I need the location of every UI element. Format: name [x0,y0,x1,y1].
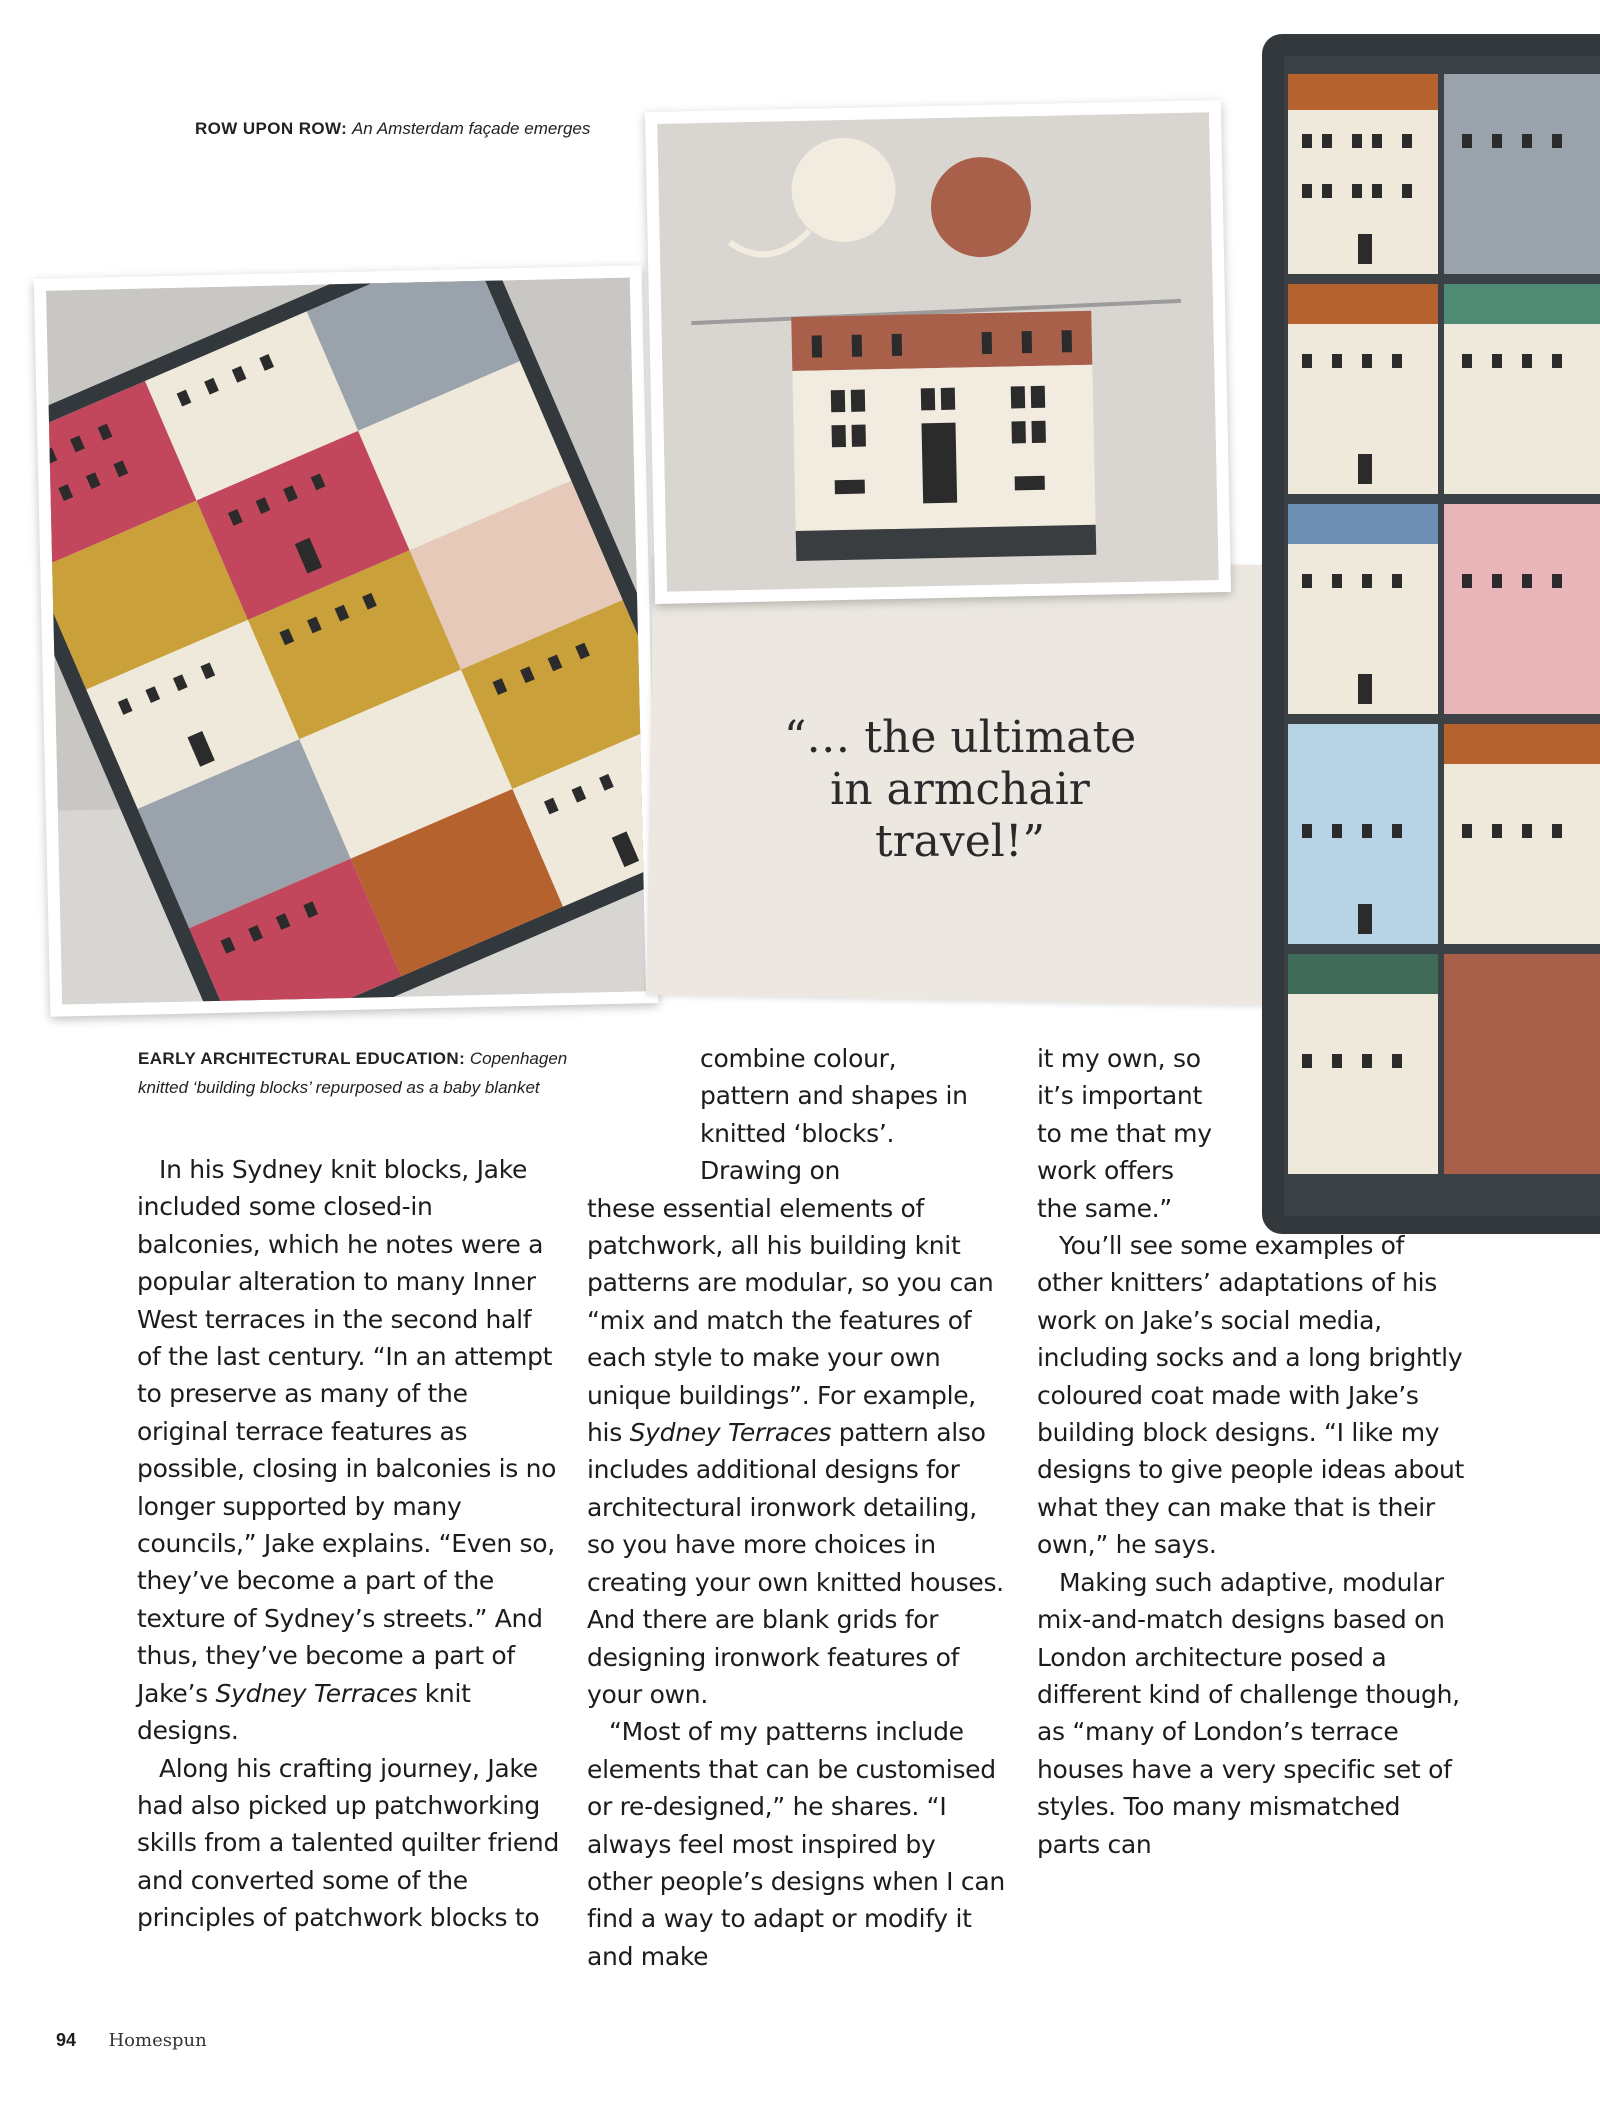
article-column-2 [587,1040,1007,1975]
col1-italic-title: Sydney Terraces [215,1678,418,1708]
caption-bottom-text-2: knitted ‘building blocks’ repurposed as a baby blanket [138,1078,540,1097]
pull-quote-line-1: “… the ultimate [783,712,1137,763]
knitting-photo-image [657,112,1219,591]
col3-paragraph-3: Making such adaptive, modular mix-and-match designs based on London architecture posed a different kind of challenge though, as “many of London’s terrace houses have a very specific set of styles. Too many mismatched parts can [1037,1567,1460,1859]
col3-paragraph-2: You’ll see some examples of other knitters’ adaptations of his work on Jake’s social media, including socks and a long brightly coloured coat made with Jake’s building block designs. “I like my designs to give people ideas about what they can make that is their own,” he says. [1037,1231,1464,1560]
col1-paragraph-1: In his Sydney knit blocks, Jake included some closed-in balconies, which he notes were a popular alteration to many Inner West terraces in the second half of the last century. “In an attempt to preserve as many of the original terrace features as possible, closing in balconies is no longer supported by many councils,” Jake explains. “Even so, they’ve become a part of the texture of Sydney’s streets.” And thus, they’ve become a part of Jake’s Sydney Terraces knit designs. [137,1155,557,1746]
caption-bottom [138,1044,658,1102]
caption-bottom-text-1: Copenhagen [469,1049,568,1068]
col2-paragraph-1a: combine colour, pattern and shapes in knitted ‘blocks’. Drawing on [700,1044,968,1186]
col2-paragraph-1b: these essential elements of patchwork, all his building knit patterns are modular, so you can “mix and match the features of each style to make your own unique buildings”. For example, his Sydney Terraces pattern also includes additional designs for architectural ironwork detailing, so you have more choices in creating your own knitted houses. And there are blank grids for designing ironwork features of your own. [587,1193,1004,1709]
page-footer [56,2030,207,2051]
pull-quote-line-3: travel!” [874,816,1046,867]
blanket-photo [34,265,659,1017]
col2-italic-title: Sydney Terraces [629,1418,832,1448]
article-column-3 [1037,1040,1469,1863]
col2-paragraph-2: “Most of my patterns include elements that can be customised or re-designed,” he shares. “I always feel most inspired by other people’s designs when I can find a way to adapt or modify it and make [587,1717,1005,1971]
col1-paragraph-2: Along his crafting journey, Jake had also picked up patchworking skills from a talented quilter friend and converted some of the principles of patchwork blocks to [137,1753,560,1933]
pull-quote-line-2: in armchair [830,764,1090,815]
col3-paragraph-1: it my own, so it’s important to me that my work offers the same.” [1037,1044,1212,1223]
page-number: 94 [56,2030,77,2050]
blanket-photo-image [46,277,646,1004]
caption-top-label: ROW UPON ROW: [195,119,348,138]
magazine-name: Homespun [108,2030,207,2051]
caption-top-text: An Amsterdam façade emerges [351,119,591,138]
caption-top [195,114,590,143]
article-column-1 [137,1151,561,1937]
knitting-photo [645,100,1231,604]
caption-bottom-label: EARLY ARCHITECTURAL EDUCATION: [138,1049,466,1068]
pull-quote [725,712,1195,868]
